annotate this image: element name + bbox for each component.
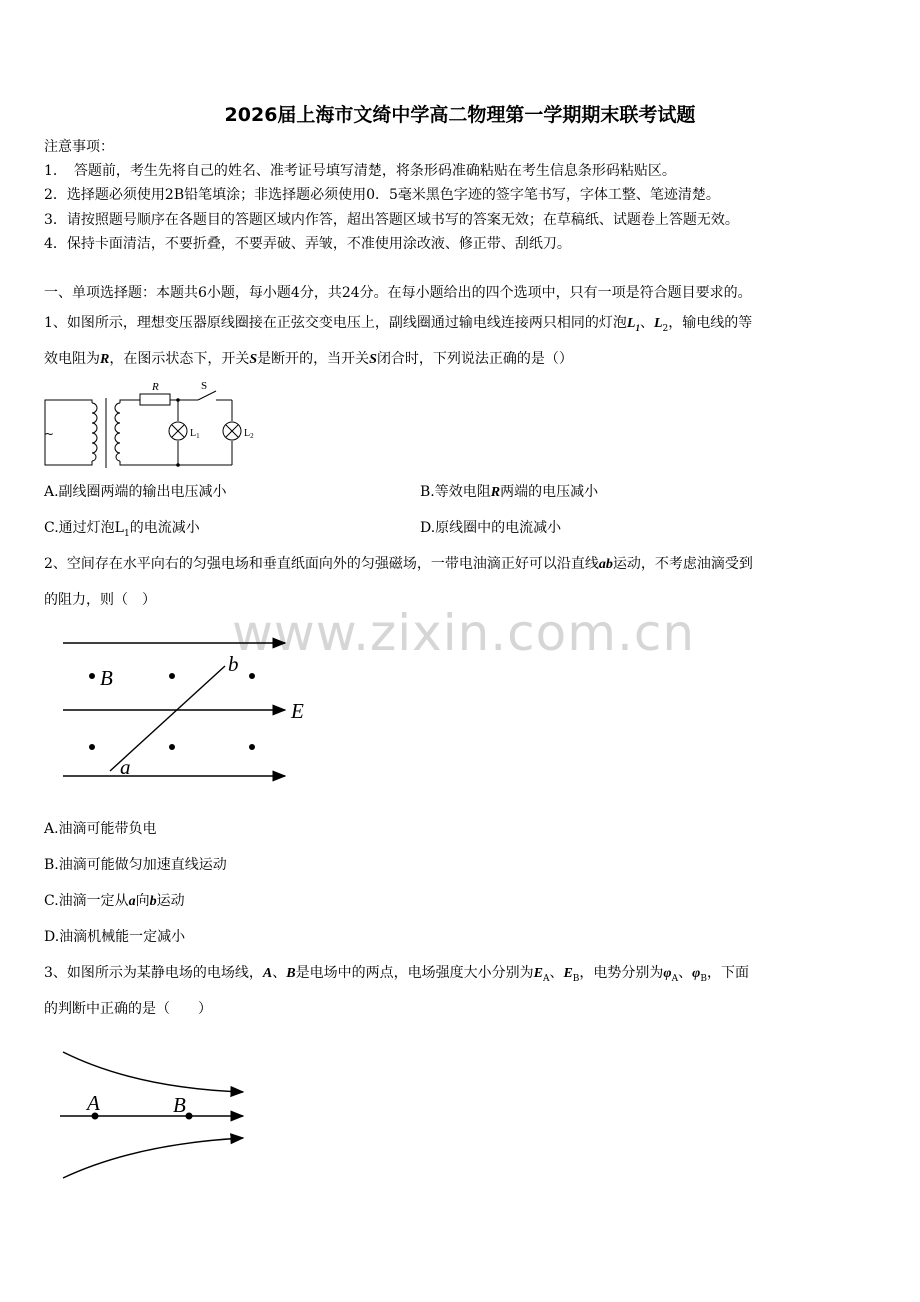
transformer-circuit-diagram [40, 378, 270, 473]
q1-stem-line1: 1、如图所示，理想变压器原线圈接在正弦交变电压上，副线圈通过输电线连接两只相同的灯泡$L_1$、$L_2$，输电线的等 [44, 315, 753, 334]
switch-S [198, 391, 216, 400]
q1-option-a: A.副线圈两端的输出电压减小 [44, 484, 227, 500]
notice-item: 1． 答题前，考生先将自己的姓名、准考证号填写清楚，将条形码准确粘贴在考生信息条形码粘贴区。 [44, 163, 676, 179]
label-B: B [173, 1093, 186, 1117]
label-L1: $L_1$ [190, 428, 200, 440]
q1-option-b: B.等效电阻R两端的电压减小 [420, 484, 599, 500]
label-R: R [152, 381, 159, 393]
notice-heading: 注意事项： [44, 139, 114, 155]
label-E: E [291, 699, 304, 723]
q3-stem-line1: 3、如图所示为某静电场的电场线，A、B是电场中的两点，电场强度大小分别为$E_A$、$E_B$，电势分别为$\varphi_A$、$\varphi_B$，下面 [44, 965, 749, 984]
q2-option-d: D.油滴机械能一定减小 [44, 929, 186, 945]
q2-stem-line1: 2、空间存在水平向右的匀强电场和垂直纸面向外的匀强磁场，一带电油滴正好可以沿直线ab运动，不考虑油滴受到 [44, 556, 753, 572]
label-B: B [100, 666, 113, 690]
label-a: a [120, 755, 131, 779]
section-heading: 一、单项选择题：本题共6小题，每小题4分，共24分。在每小题给出的四个选项中，只有一项是符合题目要求的。 [44, 285, 752, 301]
q2-option-a: A.油滴可能带负电 [44, 821, 157, 837]
q2-option-c: C.油滴一定从a向b运动 [44, 893, 185, 909]
q1-stem-line2: 效电阻为R，在图示状态下，开关S是断开的，当开关S闭合时，下列说法正确的是（） [44, 351, 573, 367]
ac-source-symbol: ~ [44, 427, 55, 441]
label-b: b [228, 652, 239, 676]
watermark: www.zixin.com.cn [232, 604, 696, 662]
q2-stem-line2: 的阻力，则（ ） [44, 592, 156, 608]
label-S: S [201, 380, 208, 392]
q2-option-b: B.油滴可能做匀加速直线运动 [44, 857, 227, 873]
field-line [63, 1052, 243, 1092]
magnetic-field-dots [89, 673, 255, 750]
q3-stem-line2: 的判断中正确的是（ ） [44, 1001, 212, 1017]
notice-item: 4．保持卡面清洁，不要折叠，不要弄破、弄皱，不准使用涂改液、修正带、刮纸刀。 [44, 236, 571, 252]
field-line [63, 1138, 243, 1178]
label-A: A [87, 1091, 100, 1115]
page-title: 2026届上海市文绮中学高二物理第一学期期末联考试题 [224, 104, 696, 126]
primary-coil [92, 403, 97, 461]
point-B [186, 1113, 193, 1120]
q1-option-d: D.原线圈中的电流减小 [420, 520, 562, 536]
electric-field-lines-diagram [55, 1040, 255, 1190]
q1-option-c: C.通过灯泡$L_1$的电流减小 [44, 520, 200, 539]
label-L2: $L_2$ [244, 428, 254, 440]
notice-item: 3．请按照题号顺序在各题目的答题区域内作答，超出答题区域书写的答案无效；在草稿纸、试题卷上答题无效。 [44, 212, 739, 228]
field-diagram [55, 628, 325, 788]
notice-item: 2．选择题必须使用2B铅笔填涂；非选择题必须使用0．5毫米黑色字迹的签字笔书写，字体工整、笔迹清楚。 [44, 187, 720, 203]
resistor-R [140, 394, 170, 405]
secondary-coil [115, 403, 120, 461]
